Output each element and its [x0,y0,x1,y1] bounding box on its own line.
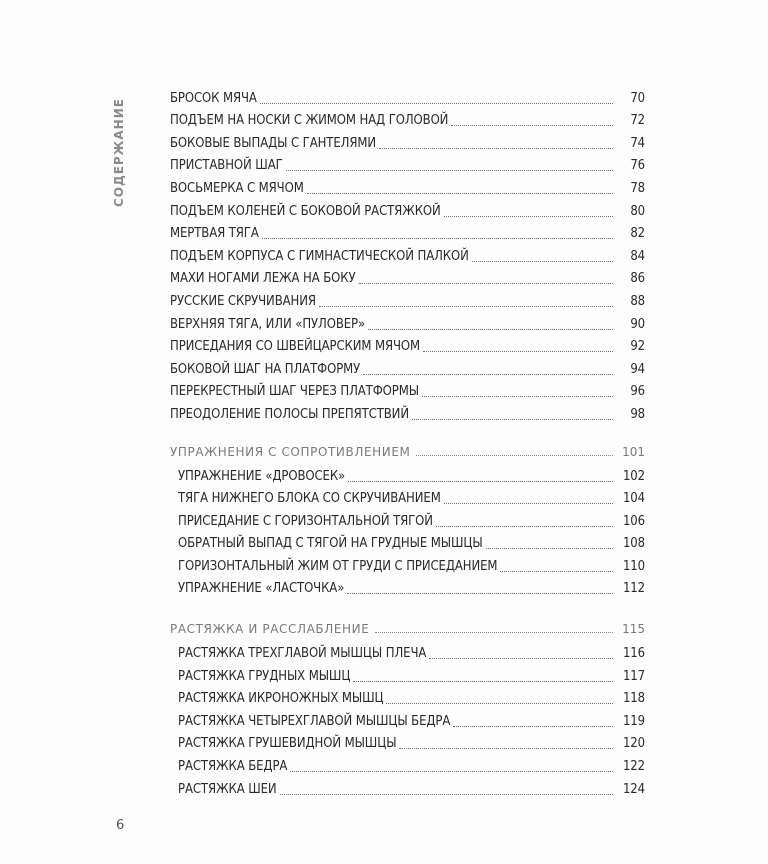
dot-leader [307,193,613,194]
toc-entry[interactable] [170,707,645,730]
toc-entry[interactable] [170,530,645,553]
toc-group-stretching [170,614,645,797]
dot-leader [290,771,613,772]
toc-entry-title: ОБРАТНЫЙ ВЫПАД С ТЯГОЙ НА ГРУДНЫЕ МЫШЦЫ [178,536,483,552]
toc-entry[interactable] [170,152,645,175]
toc-entry[interactable] [170,485,645,508]
toc-entry-title: ПОДЪЕМ НА НОСКИ С ЖИМОМ НАД ГОЛОВОЙ [170,113,449,129]
toc-entry[interactable] [170,575,645,598]
toc-entry[interactable] [170,730,645,753]
dot-leader [262,238,613,239]
toc-entry-title: МАХИ НОГАМИ ЛЕЖА НА БОКУ [170,271,356,287]
toc-entry-title: МЕРТВАЯ ТЯГА [170,226,259,242]
toc-entry[interactable] [170,378,645,401]
dot-leader [436,526,613,527]
dot-leader [347,593,613,594]
toc-section-heading[interactable] [170,437,645,459]
dot-leader [500,571,613,572]
dot-leader [453,726,613,727]
section-spacer [170,597,645,614]
toc-entry[interactable] [170,462,645,485]
toc-entry-page: 76 [630,158,645,174]
toc-entry[interactable] [170,752,645,775]
toc-entry-title: РАСТЯЖКА ГРУДНЫХ МЫШЦ [178,668,351,684]
toc-entry[interactable] [170,355,645,378]
toc-group-exercises [170,84,645,423]
toc-entry[interactable] [170,242,645,265]
dot-leader [416,455,613,456]
toc-entry-page: 108 [622,536,645,552]
toc-entry[interactable] [170,107,645,130]
dot-leader [260,103,613,104]
toc-entry-title: ВЕРХНЯЯ ТЯГА, ИЛИ «ПУЛОВЕР» [170,316,366,332]
toc-entry-page: 104 [622,491,645,507]
toc-entry[interactable] [170,333,645,356]
toc-entry-page: 117 [622,668,645,684]
toc-entry-title: БРОСОК МЯЧА [170,90,257,106]
dot-leader [386,703,613,704]
dot-leader [319,306,613,307]
toc-entry-page: 116 [622,646,645,662]
dot-leader [363,374,613,375]
toc-entry-page: 124 [622,781,645,797]
toc-entry-title: ПРИСЕДАНИЕ С ГОРИЗОНТАЛЬНОЙ ТЯГОЙ [178,513,433,529]
toc-entry-page: 120 [622,736,645,752]
toc-entry-page: 78 [630,180,645,196]
page-number: 6 [116,818,125,833]
dot-leader [375,632,613,633]
toc-entry[interactable] [170,84,645,107]
toc-entry-page: 112 [622,581,645,597]
toc-entry-title: ПРИСТАВНОЙ ШАГ [170,158,283,174]
toc-entry-title: РАСТЯЖКА ЧЕТЫРЕХГЛАВОЙ МЫШЦЫ БЕДРА [178,713,451,729]
toc-entry-page: 94 [630,361,645,377]
toc-entry-page: 118 [622,691,645,707]
toc-entry-title: УПРАЖНЕНИЕ «ДРОВОСЕК» [178,468,346,484]
toc-entry-title: ПЕРЕКРЕСТНЫЙ ШАГ ЧЕРЕЗ ПЛАТФОРМЫ [170,384,419,400]
toc-entry-title: ПРЕОДОЛЕНИЕ ПОЛОСЫ ПРЕПЯТСТВИЙ [170,406,409,422]
toc-entry-page: 122 [622,759,645,775]
toc-entry-title: РАСТЯЖКА ГРУШЕВИДНОЙ МЫШЦЫ [178,736,397,752]
side-title: СОДЕРЖАНИЕ [112,98,126,208]
toc-entry-title: ПОДЪЕМ КОЛЕНЕЙ С БОКОВОЙ РАСТЯЖКОЙ [170,203,441,219]
toc-entry-title: РУССКИЕ СКРУЧИВАНИЯ [170,293,316,309]
dot-leader [379,148,613,149]
table-of-contents [170,84,645,798]
toc-entry-page: 106 [622,513,645,529]
toc-entry-page: 98 [630,406,645,422]
dot-leader [429,658,613,659]
dot-leader [451,125,613,126]
toc-entry-page: 119 [622,713,645,729]
toc-entry-page: 84 [630,248,645,264]
toc-entry-title: БОКОВОЙ ШАГ НА ПЛАТФОРМУ [170,361,361,377]
toc-entry-title: УПРАЖНЕНИЕ «ЛАСТОЧКА» [178,581,345,597]
toc-entry[interactable] [170,685,645,708]
toc-entry-title: ГОРИЗОНТАЛЬНЫЙ ЖИМ ОТ ГРУДИ С ПРИСЕДАНИЕМ [178,558,498,574]
dot-leader [280,794,613,795]
dot-leader [348,481,613,482]
dot-leader [422,396,613,397]
toc-entry[interactable] [170,265,645,288]
toc-entry-page: 90 [630,316,645,332]
dot-leader [286,170,613,171]
toc-entry-title: ВОСЬМЕРКА С МЯЧОМ [170,180,304,196]
toc-entry[interactable] [170,220,645,243]
toc-entry-page: 110 [622,558,645,574]
toc-entry[interactable] [170,400,645,423]
toc-entry-page: 86 [630,271,645,287]
toc-entry[interactable] [170,197,645,220]
toc-entry-title: РАСТЯЖКА ШЕИ [178,781,277,797]
toc-entry-page: 70 [630,90,645,106]
toc-entry-title: РАСТЯЖКА ТРЕХГЛАВОЙ МЫШЦЫ ПЛЕЧА [178,646,427,662]
dot-leader [368,329,613,330]
toc-entry-title: РАСТЯЖКА ИКРОНОЖНЫХ МЫШЦ [178,691,384,707]
toc-entry[interactable] [170,287,645,310]
toc-entry-page: 80 [630,203,645,219]
toc-entry[interactable] [170,639,645,662]
toc-entry-title: РАСТЯЖКА БЕДРА [178,759,288,775]
dot-leader [412,419,613,420]
toc-entry[interactable] [170,174,645,197]
toc-section-heading[interactable] [170,614,645,636]
toc-entry-title: ТЯГА НИЖНЕГО БЛОКА СО СКРУЧИВАНИЕМ [178,491,441,507]
toc-entry-title: БОКОВЫЕ ВЫПАДЫ С ГАНТЕЛЯМИ [170,135,377,151]
toc-section-page: 115 [622,622,645,637]
toc-entry[interactable] [170,507,645,530]
toc-entry-page: 88 [630,293,645,309]
toc-entry-page: 96 [630,384,645,400]
toc-section-title: УПРАЖНЕНИЯ С СОПРОТИВЛЕНИЕМ [170,444,411,459]
dot-leader [486,548,613,549]
dot-leader [399,748,613,749]
dot-leader [359,283,613,284]
dot-leader [353,681,613,682]
toc-section-title: РАСТЯЖКА И РАССЛАБЛЕНИЕ [170,622,370,637]
toc-entry[interactable] [170,310,645,333]
toc-group-resistance [170,437,645,598]
toc-entry-page: 72 [630,113,645,129]
section-spacer [170,423,645,437]
toc-entry-title: ПРИСЕДАНИЯ СО ШВЕЙЦАРСКИМ МЯЧОМ [170,339,421,355]
dot-leader [423,351,613,352]
toc-entry-page: 102 [622,468,645,484]
toc-section-page: 101 [622,444,645,459]
toc-entry-page: 74 [630,135,645,151]
dot-leader [444,503,613,504]
toc-entry-page: 82 [630,226,645,242]
toc-entry[interactable] [170,129,645,152]
toc-entry[interactable] [170,775,645,798]
toc-entry[interactable] [170,662,645,685]
toc-entry-page: 92 [630,339,645,355]
dot-leader [472,261,613,262]
toc-entry[interactable] [170,552,645,575]
toc-entry-title: ПОДЪЕМ КОРПУСА С ГИМНАСТИЧЕСКОЙ ПАЛКОЙ [170,248,469,264]
dot-leader [444,216,613,217]
